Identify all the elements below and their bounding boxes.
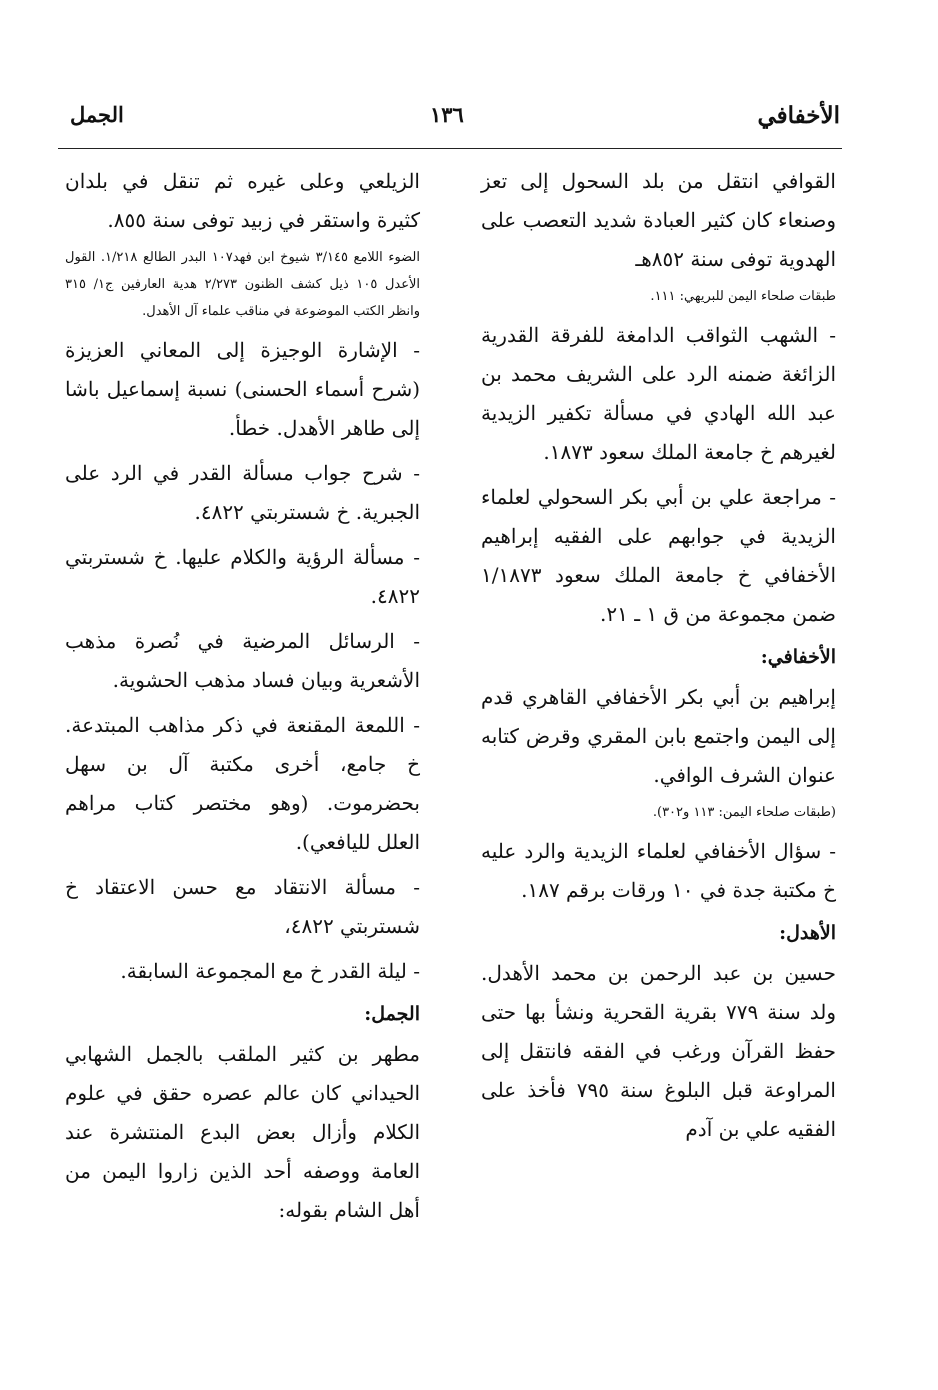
entry-text-jamal: مطهر بن كثير الملقب بالجمل الشهابي الحيداني كان عالم عصره حقق في علوم الكلام وأزال بعض البدع المنتشرة عند العامة ووصفه أحد الذين زاروا اليمن من أهل الشام بقوله: [65, 1042, 420, 1222]
work-item: - شرح جواب مسألة القدر في الرد على الجبرية. خ شستربتي ٤٨٢٢. [65, 461, 420, 524]
running-head-entry: الأخفافي [757, 102, 840, 129]
entry-source-akhfafi: (طبقات صلحاء اليمن: ١١٣ و٣٠٢). [652, 805, 836, 820]
entry-continuation: الزيلعي وعلى غيره ثم تنقل في بلدان كثيرة واستقر في زبيد توفى سنة ٨٥٥. [65, 169, 420, 232]
work-item: - اللمعة المقنعة في ذكر مذاهب المبتدعة. خ جامع، أخرى مكتبة آل بن سهل بحضرموت. (وهو مختصر كتاب مراهم العلل لليافعي). [65, 713, 420, 854]
work-item: - ليلة القدر خ مع المجموعة السابقة. [120, 959, 420, 983]
work-item: - مسألة الانتقاد مع حسن الاعتقاد خ شستربتي ٤٨٢٢، [65, 875, 420, 938]
entry-source: الضوء اللامع ٣/١٤٥ شيوخ ابن فهد١٠٧ البدر الطالع ١/٢١٨. القول الأعدل ١٠٥ ذيل كشف الظنون ٢/٢٧٣ هدية العارفين ج١/ ٣١٥ وانظر الكتب الموضوعة في مناقب علماء آل الأهدل. [65, 250, 421, 319]
entry-text-ahdal: حسين بن عبد الرحمن بن محمد الأهدل. ولد سنة ٧٧٩ بقرية القحرية ونشأ بها حتى حفظ القرآن ورغب في الفقه فانتقل إلى المراوعة قبل البلوغ سنة ٧٩٥ فأخذ على الفقيه علي بن آدم [481, 961, 836, 1141]
header-rule [58, 148, 842, 149]
entry-heading-ahdal: الأهدل: [779, 922, 836, 944]
right-column [481, 162, 836, 1149]
work-item: - سؤال الأخفافي لعلماء الزيدية والرد عليه خ مكتبة جدة في ١٠ ورقات برقم ١٨٧. [481, 839, 836, 902]
running-head-last-entry: الجمل [70, 102, 124, 127]
work-item: - الإشارة الوجيزة إلى المعاني العزيزة (شرح أسماء الحسنى) نسبة إسماعيل باشا إلى طاهر الأهدل. خطأ. [65, 338, 420, 440]
page-header [60, 102, 840, 142]
entry-text-akhfafi: إبراهيم بن أبي بكر الأخفافي القاهري قدم إلى اليمن واجتمع بابن المقري وقرض كتابه عنوان الشرف الوافي. [481, 685, 836, 787]
entry-heading-jamal: الجمل: [364, 1003, 420, 1025]
entry-source: طبقات صلحاء اليمن للبريهي: ١١١. [650, 289, 836, 304]
entry-heading-akhfafi: الأخفافي: [760, 646, 836, 668]
work-item: - الشهب الثواقب الدامغة للفرقة القدرية الزائغة ضمنه الرد على الشريف محمد بن عبد الله الهادي في مسألة تكفير الزيدية لغيرهم خ جامعة الملك سعود ١٨٧٣. [481, 323, 836, 464]
work-item: - الرسائل المرضية في نُصرة مذهب الأشعرية وبيان فساد مذهب الحشوية. [65, 629, 420, 692]
work-item: - مراجعة علي بن أبي بكر السحولي لعلماء الزيدية في جوابهم على الفقيه إبراهيم الأخفافي خ جامعة الملك سعود ١/١٨٧٣ ضمن مجموعة من ق ١ ـ ٢١. [481, 485, 836, 626]
left-column [65, 162, 420, 1230]
page-number: ١٣٦ [430, 102, 464, 127]
entry-continuation: القوافي انتقل من بلد السحول إلى تعز وصنعاء كان كثير العبادة شديد التعصب على الهدوية توفى سنة ٨٥٢هـ [481, 169, 836, 271]
work-item: - مسألة الرؤية والكلام عليها. خ شستربتي ٤٨٢٢. [65, 545, 420, 608]
